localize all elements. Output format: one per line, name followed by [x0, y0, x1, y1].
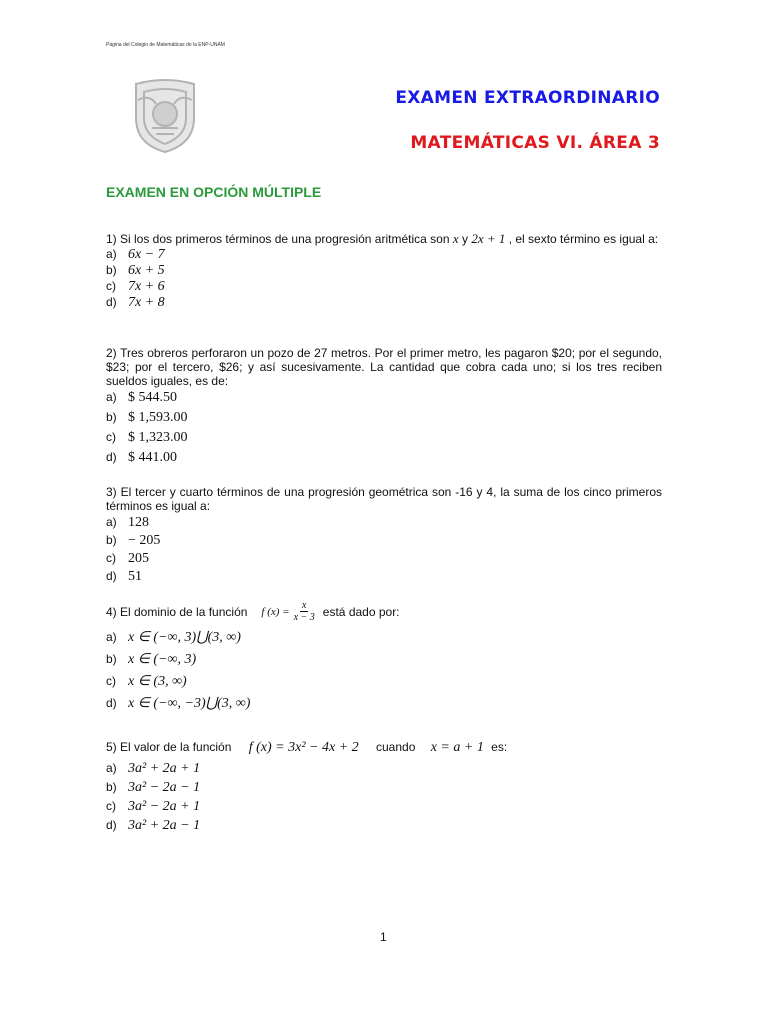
question-4 — [106, 600, 662, 717]
option-a[interactable]: a) 3a² + 2a + 1 — [106, 761, 201, 776]
unam-seal-icon — [130, 78, 200, 154]
option-d[interactable]: d) $ 441.00 — [106, 450, 177, 465]
question-5 — [106, 740, 662, 837]
math-expression: x = a + 1 — [430, 740, 484, 755]
option-d[interactable]: d) 51 — [106, 569, 142, 584]
math-expression: 2x + 1 — [471, 231, 506, 246]
option-d[interactable]: d) 3a² + 2a − 1 — [106, 818, 201, 833]
question-1 — [106, 232, 662, 311]
subject-title: MATEMÁTICAS VI. ÁREA 3 — [410, 133, 660, 153]
option-d[interactable]: d) 7x + 8 — [106, 295, 165, 310]
option-a[interactable]: a) 128 — [106, 515, 149, 530]
option-c[interactable]: c) 205 — [106, 551, 149, 566]
option-c[interactable]: c) x ∈ (3, ∞) — [106, 674, 187, 689]
option-a[interactable]: a) 6x − 7 — [106, 247, 165, 262]
option-b[interactable]: b) $ 1,593.00 — [106, 410, 188, 425]
options-list — [106, 761, 662, 837]
option-b[interactable]: b) 6x + 5 — [106, 263, 165, 278]
math-expression: x — [452, 231, 459, 246]
option-a[interactable]: a) $ 544.50 — [106, 390, 177, 405]
question-text: 4) El dominio de la función f (x) = $\frac{x}{x - 3}$ está dado por: — [106, 600, 400, 623]
options-list — [106, 390, 662, 470]
option-c[interactable]: c) 7x + 6 — [106, 279, 165, 294]
math-expression: f (x) = — [261, 605, 290, 618]
option-b[interactable]: b) x ∈ (−∞, 3) — [106, 652, 197, 667]
math-expression: f (x) = 3x² − 4x + 2 — [248, 740, 359, 755]
question-text: 3) El tercer y cuarto términos de una progresión geométrica son -16 y 4, la suma de los cinco primeros términos es igual a: — [106, 485, 662, 513]
options-list — [106, 515, 662, 587]
option-c[interactable]: c) 3a² − 2a + 1 — [106, 799, 201, 814]
question-text: 2) Tres obreros perforaron un pozo de 27 metros. Por el primer metro, les pagaron $20; por el segundo, $23; por el tercero, $26; y así sucesivamente. La cantidad que cobra cada uno; si los tres reciben sueldos iguales, es de: — [106, 346, 662, 388]
section-title: EXAMEN EN OPCIÓN MÚLTIPLE — [106, 184, 322, 200]
question-3 — [106, 485, 662, 587]
exam-title: EXAMEN EXTRAORDINARIO — [395, 88, 660, 108]
option-b[interactable]: b) − 205 — [106, 533, 161, 548]
fraction: $\frac{x}{x - 3}$ — [293, 600, 315, 623]
page-number: 1 — [380, 930, 387, 944]
question-text: 5) El valor de la función f (x) = 3x² − 4x + 2 cuando x = a + 1 es: — [106, 740, 508, 755]
option-d[interactable]: d) x ∈ (−∞, −3)⋃(3, ∞) — [106, 696, 251, 711]
options-list — [106, 247, 662, 311]
option-b[interactable]: b) 3a² − 2a − 1 — [106, 780, 201, 795]
option-c[interactable]: c) $ 1,323.00 — [106, 430, 188, 445]
question-text: 1) Si los dos primeros términos de una progresión aritmética son x y 2x + 1 , el sexto término es igual a: — [106, 231, 659, 246]
question-2 — [106, 346, 662, 470]
option-a[interactable]: a) x ∈ (−∞, 3)⋃(3, ∞) — [106, 630, 241, 645]
page-header: Página del Colegio de Matemáticas de la ENP-UNAM — [106, 42, 225, 48]
options-list — [106, 629, 662, 717]
